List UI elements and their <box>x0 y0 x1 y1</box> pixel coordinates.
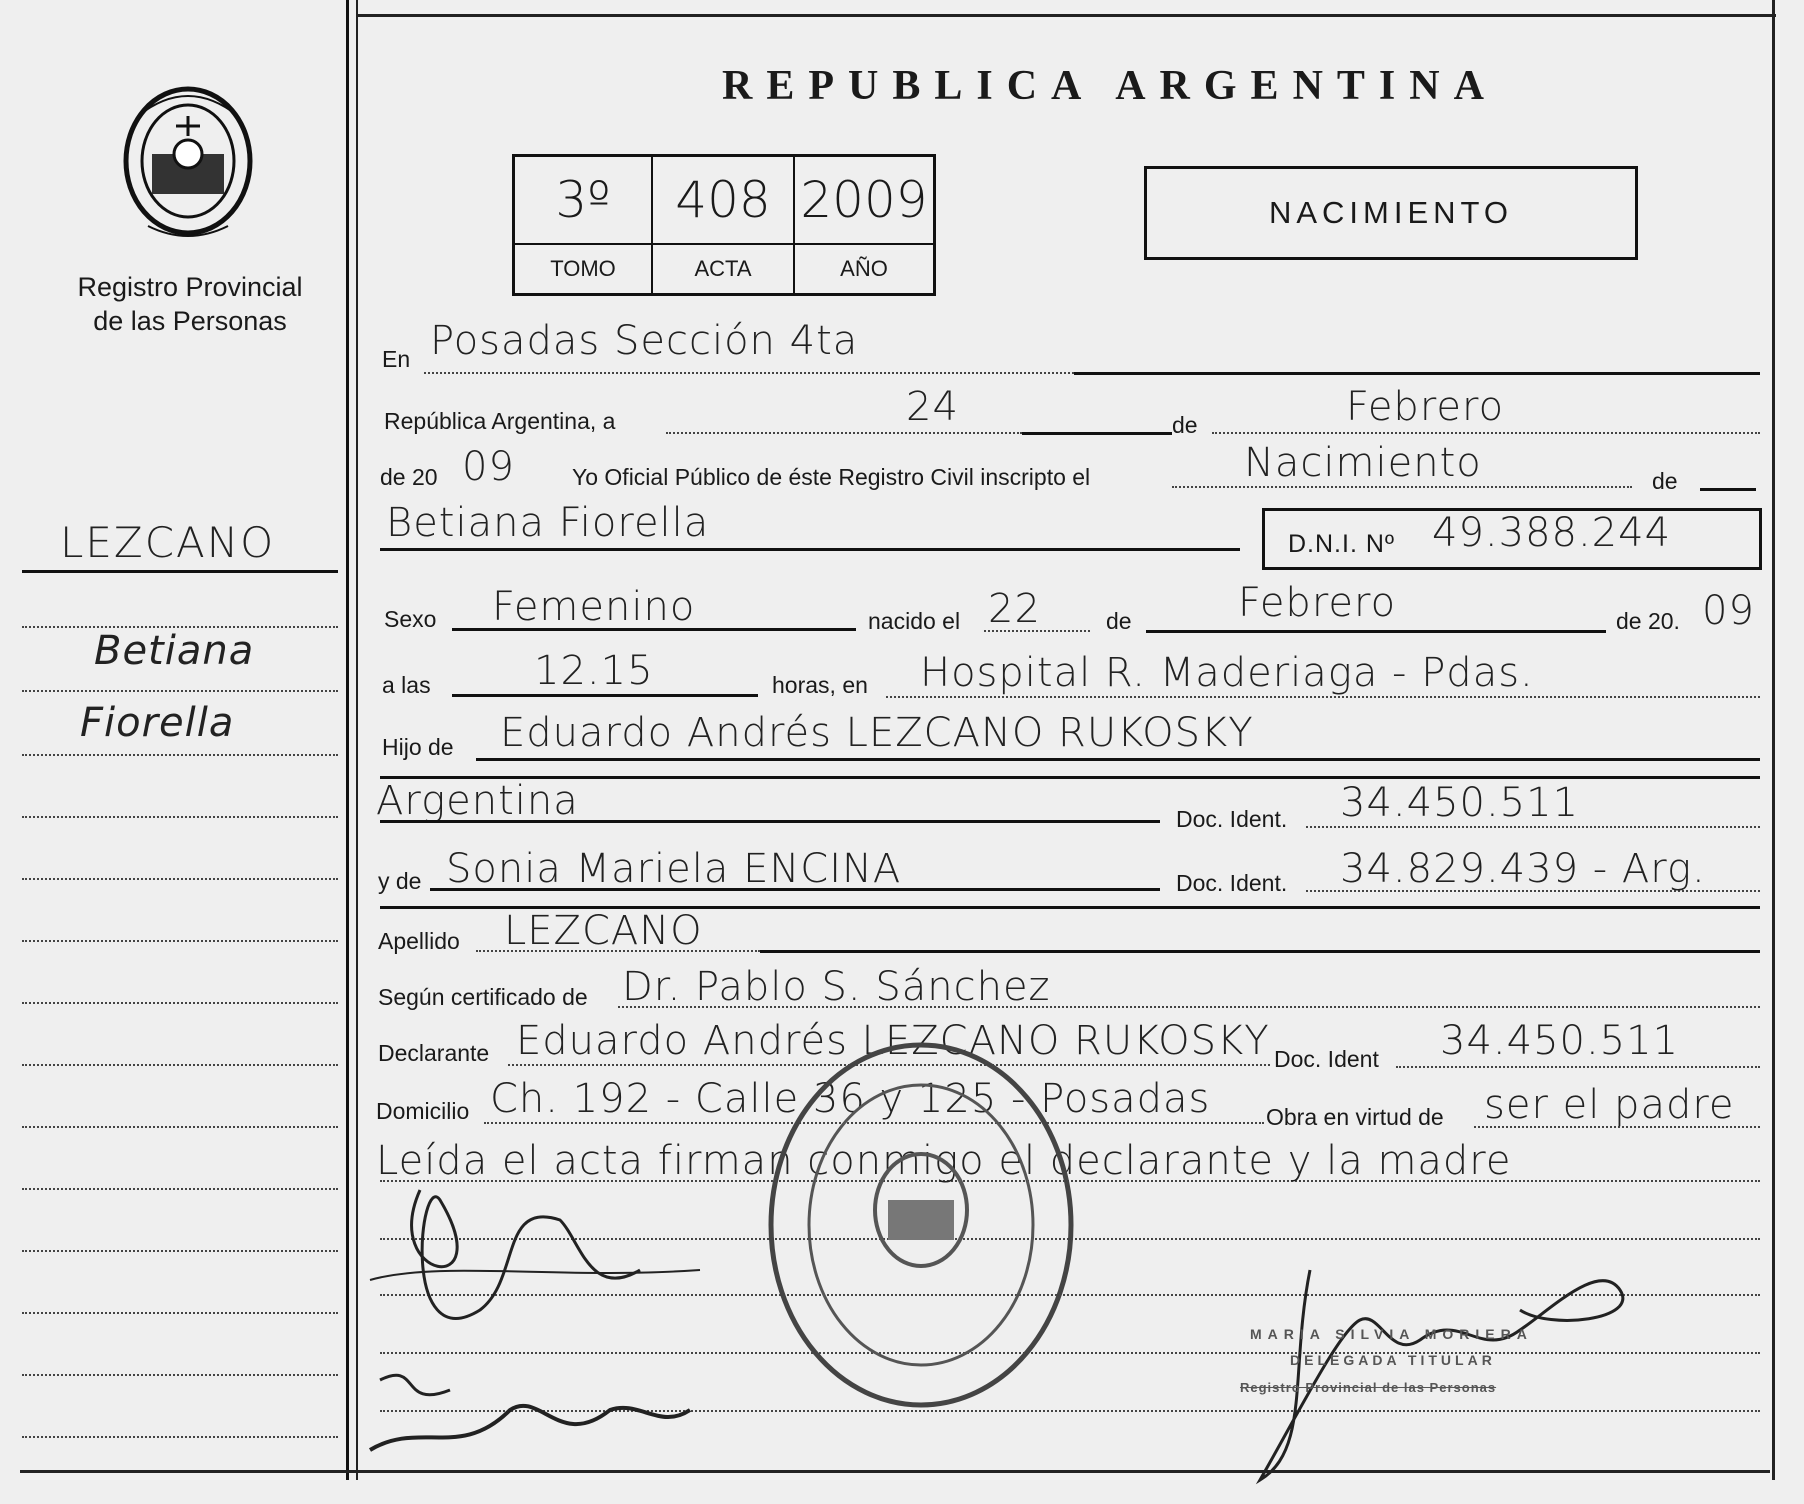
anio-label: AÑO <box>840 256 888 281</box>
yde-label: y de <box>378 868 422 894</box>
registro-provincial-label <box>40 270 340 338</box>
registry-stamp-icon <box>756 1030 1086 1420</box>
dotted-line <box>886 696 1760 698</box>
docident-label: Doc. Ident. <box>1176 806 1288 832</box>
side-dotted-line <box>22 626 338 628</box>
dotted-line <box>1212 432 1760 434</box>
official-signature <box>1220 1250 1640 1490</box>
sexo-value: Femenino <box>492 584 696 630</box>
madre-doc-value: 34.829.439 - Arg. <box>1340 846 1706 892</box>
side-dotted-line <box>22 1250 338 1252</box>
document-title: REPUBLICA ARGENTINA <box>722 63 1498 109</box>
side-surname: LEZCANO <box>60 518 276 567</box>
de20-label: de 20 <box>380 464 438 490</box>
declarante-signatures <box>360 1160 720 1470</box>
docident-label-2: Doc. Ident. <box>1176 870 1288 896</box>
registration-table <box>512 154 936 296</box>
day-value: 24 <box>906 384 959 430</box>
solid-line <box>1022 432 1172 435</box>
padre-doc-value: 34.450.511 <box>1340 780 1580 826</box>
side-dotted-line <box>22 940 338 942</box>
official-office: Registro Provincial de las Personas <box>1240 1380 1497 1395</box>
domicilio-value: Ch. 192 - Calle 36 y 125 - Posadas <box>490 1076 1211 1122</box>
docident-label-3: Doc. Ident <box>1274 1046 1379 1072</box>
top-border <box>356 14 1776 17</box>
side-dotted-line <box>22 816 338 818</box>
side-name-1: Betiana <box>94 628 255 674</box>
hora-value: 12.15 <box>534 648 654 694</box>
de-label-3: de <box>1106 608 1132 634</box>
side-dotted-line <box>22 1374 338 1376</box>
solid-line <box>1074 372 1760 375</box>
side-dotted-line <box>22 754 338 756</box>
nombre-value: Betiana Fiorella <box>386 500 710 546</box>
anio-value: 2009 <box>795 157 933 245</box>
side-dotted-line <box>22 1436 338 1438</box>
dotted-line <box>1306 826 1760 828</box>
solid-line <box>380 776 1760 779</box>
side-dotted-line <box>22 1064 338 1066</box>
registro-line-1: Registro Provincial <box>77 272 303 302</box>
dotted-line <box>424 372 1074 374</box>
de-label-2: de <box>1652 468 1678 494</box>
acta-label: ACTA <box>653 245 795 293</box>
dni-label: D.N.I. Nº <box>1288 530 1396 558</box>
domicilio-label: Domicilio <box>376 1098 470 1124</box>
tomo-label: TOMO <box>515 245 653 293</box>
solid-line <box>380 820 1160 823</box>
leida-value: Leída el acta firman conmigo el declarante y la madre <box>376 1138 1512 1184</box>
hijo-label: Hijo de <box>382 734 454 760</box>
madre-value: Sonia Mariela ENCINA <box>446 846 902 892</box>
apellido-label: Apellido <box>378 928 460 954</box>
side-dotted-line <box>22 878 338 880</box>
acta-value: 408 <box>653 157 795 245</box>
nacido-day-value: 22 <box>988 586 1041 632</box>
side-surname-underline <box>22 570 338 573</box>
dni-value: 49.388.244 <box>1432 510 1672 556</box>
de-label: de <box>1172 412 1198 438</box>
obra-value: ser el padre <box>1484 1082 1735 1128</box>
padre-nacionalidad-value: Argentina <box>376 778 579 824</box>
horas-label: horas, en <box>772 672 868 698</box>
dotted-line <box>1172 486 1632 488</box>
side-dotted-line <box>22 1002 338 1004</box>
solid-line <box>452 694 758 697</box>
solid-line <box>760 950 1760 953</box>
dotted-line <box>666 432 1022 434</box>
column-divider-inner <box>356 0 358 1480</box>
alas-label: a las <box>382 672 431 698</box>
apellido-value: LEZCANO <box>504 908 703 954</box>
side-dotted-line <box>22 690 338 692</box>
republica-label: República Argentina, a <box>384 408 616 434</box>
solid-line <box>380 548 1240 551</box>
sexo-label: Sexo <box>384 606 437 632</box>
side-name-2: Fiorella <box>80 700 235 746</box>
solid-line <box>1146 630 1606 633</box>
nacido-month-value: Febrero <box>1238 580 1397 626</box>
certificado-value: Dr. Pablo S. Sánchez <box>622 964 1051 1010</box>
side-dotted-line <box>22 1126 338 1128</box>
en-label: En <box>382 346 411 372</box>
declarante-doc-value: 34.450.511 <box>1440 1018 1680 1064</box>
tomo-value: 3º <box>515 157 653 245</box>
declarante-label: Declarante <box>378 1040 490 1066</box>
side-dotted-line <box>22 1188 338 1190</box>
nacido-label: nacido el <box>868 608 961 634</box>
lugar-seccion-value: Posadas Sección 4ta <box>430 318 859 364</box>
dotted-line <box>1396 1066 1760 1068</box>
de20-label-2: de 20. <box>1616 608 1680 634</box>
lugar-nacimiento-value: Hospital R. Maderiaga - Pdas. <box>920 650 1534 696</box>
solid-line <box>1700 488 1756 491</box>
misiones-seal-icon <box>108 76 268 246</box>
official-name: MARIA SILVIA MORIERA <box>1250 1326 1533 1342</box>
nacido-year-value: 09 <box>1702 588 1755 634</box>
right-border <box>1772 0 1775 1480</box>
month-value: Febrero <box>1346 384 1505 430</box>
side-dotted-line <box>22 1312 338 1314</box>
oficial-label: Yo Oficial Público de éste Registro Civil inscripto el <box>572 464 1091 490</box>
padre-value: Eduardo Andrés LEZCANO RUKOSKY <box>500 710 1254 756</box>
registro-line-2: de las Personas <box>93 306 287 336</box>
official-title: DELEGADA TITULAR <box>1290 1352 1496 1368</box>
segun-label: Según certificado de <box>378 984 588 1010</box>
record-type-box: NACIMIENTO <box>1144 166 1638 260</box>
solid-line <box>476 758 1760 761</box>
obra-label: Obra en virtud de <box>1266 1104 1444 1130</box>
declarante-value: Eduardo Andrés LEZCANO RUKOSKY <box>516 1018 1270 1064</box>
column-divider <box>346 0 349 1480</box>
year-value: 09 <box>462 444 515 490</box>
inscripto-value: Nacimiento <box>1244 440 1482 486</box>
